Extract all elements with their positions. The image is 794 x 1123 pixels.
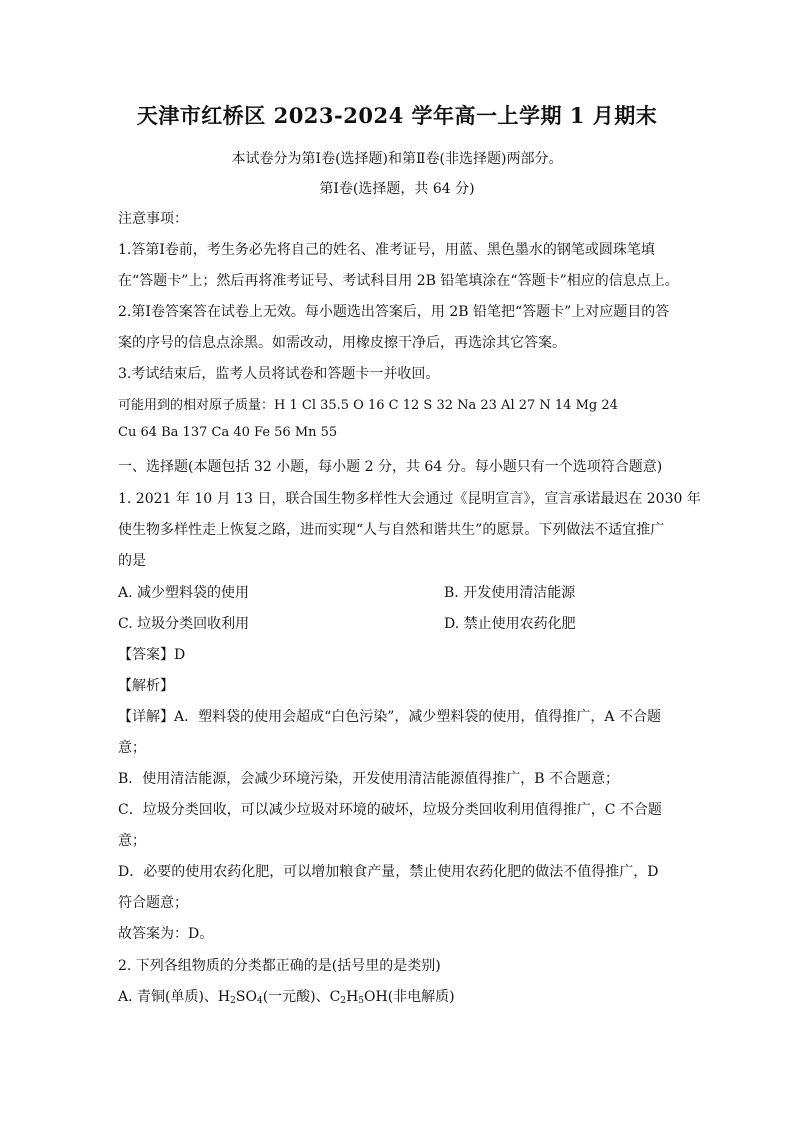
q1-detail-line4: C．垃圾分类回收，可以减少垃圾对环境的破坏，垃圾分类回收利用值得推广，C 不合题	[118, 802, 662, 818]
q1-analysis-label: 【解析】	[118, 678, 174, 694]
q1-stem-line2: 使生物多样性走上恢复之路，进而实现“人与自然和谐共生”的愿景。下列做法不适宜推广	[118, 522, 665, 538]
section1-heading: 第Ⅰ卷(选择题，共 64 分)	[319, 181, 475, 197]
notice-item2-line1: 2.第Ⅰ卷答案答在试卷上无效。每小题选出答案后，用 2B 铅笔把“答题卡”上对应题目的答	[118, 304, 670, 320]
subscript: 4	[256, 996, 263, 1006]
q1-option-c: C. 垃圾分类回收利用	[118, 616, 250, 632]
atomic-masses-line2: Cu 64 Ba 137 Ca 40 Fe 56 Mn 55	[118, 425, 338, 440]
notice-item2-line2: 案的序号的信息点涂黑。如需改动，用橡皮擦干净后，再选涂其它答案。	[118, 335, 566, 351]
q2-option-a-prefix: A. 青铜(单质)、H	[118, 989, 231, 1005]
q1-answer: 【答案】D	[118, 647, 186, 663]
notice-item3: 3.考试结束后，监考人员将试卷和答题卡一并收回。	[118, 366, 440, 382]
q1-detail-line2: 意；	[118, 740, 146, 756]
q2-option-a-suffix: OH(非电解质)	[364, 989, 455, 1005]
subscript: 2	[340, 996, 347, 1006]
q2-stem: 2. 下列各组物质的分类都正确的是(括号里的是类别)	[118, 958, 441, 974]
q1-detail-line6: D．必要的使用农药化肥，可以增加粮食产量，禁止使用农药化肥的做法不值得推广，D	[118, 864, 659, 880]
q1-option-d: D. 禁止使用农药化肥	[444, 616, 576, 632]
q1-detail-line7: 符合题意；	[118, 895, 188, 911]
q1-detail-line1: 【详解】A．塑料袋的使用会超成“白色污染”，减少塑料袋的使用，值得推广，A 不合题	[118, 709, 661, 725]
intro-text: 本试卷分为第Ⅰ卷(选择题)和第Ⅱ卷(非选择题)两部分。	[231, 151, 563, 167]
q1-conclusion: 故答案为：D。	[118, 926, 214, 942]
q1-stem-line3: 的是	[118, 553, 146, 569]
q2-option-a-text: H	[346, 989, 359, 1005]
q1-detail-line5: 意；	[118, 833, 146, 849]
page-title: 天津市红桥区 2023-2024 学年高一上学期 1 月期末	[136, 103, 658, 128]
q1-stem-line1: 1. 2021 年 10 月 13 日，联合国生物多样性大会通过《昆明宣言》，宣言承诺最迟在 2030 年	[118, 491, 701, 507]
subscript: 5	[358, 996, 365, 1006]
q2-option-a-text: (一元酸)、C	[262, 989, 341, 1005]
notice-item1-line2: 在“答题卡”上；然后再将准考证号、考试科目用 2B 铅笔填涂在“答题卡”相应的信息点上。	[118, 273, 679, 289]
q1-option-b: B. 开发使用清洁能源	[444, 585, 576, 601]
notice-heading: 注意事项：	[118, 211, 188, 227]
atomic-masses-line1: 可能用到的相对原子质量：H 1 Cl 35.5 O 16 C 12 S 32 Na 23 Al 27 N 14 Mg 24	[118, 398, 618, 413]
part1-heading: 一、选择题(本题包括 32 小题，每小题 2 分，共 64 分。每小题只有一个选项符合题意)	[118, 459, 663, 475]
q1-detail-line3: B．使用清洁能源，会减少环境污染，开发使用清洁能源值得推广，B 不合题意；	[118, 771, 620, 787]
notice-item1-line1: 1.答第Ⅰ卷前，考生务必先将自己的姓名、准考证号，用蓝、黑色墨水的钢笔或圆珠笔填	[118, 242, 655, 258]
subscript: 2	[230, 996, 236, 1006]
q1-option-a: A. 减少塑料袋的使用	[118, 585, 250, 601]
q2-option-a-text: SO	[235, 989, 257, 1005]
q2-option-a	[118, 986, 455, 1006]
